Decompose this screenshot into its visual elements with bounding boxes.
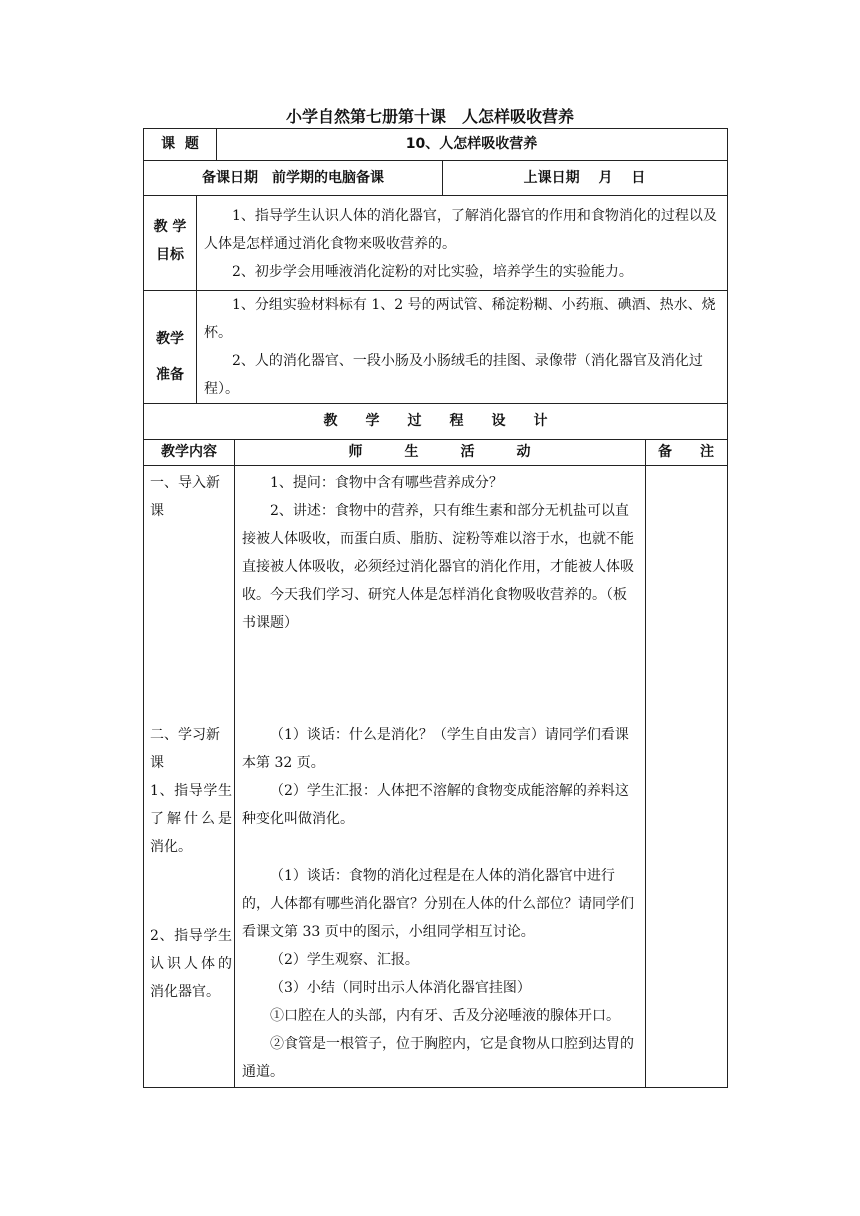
preparation-label-line2: 准备 xyxy=(156,367,184,383)
lesson-plan-table xyxy=(143,128,728,1088)
objectives-label-line1: 教 学 xyxy=(153,219,187,235)
activity-text: 1、提问：食物中含有哪些营养成分？ xyxy=(270,475,503,491)
activity-text: （3）小结（同时出示人体消化器官挂图） xyxy=(270,980,531,996)
content-step2: 2、指导学生认识人体的消化器官。 xyxy=(150,928,232,1000)
preparation-label xyxy=(144,321,196,393)
column-notes-header: 备 注 xyxy=(658,444,714,460)
activity-step1 xyxy=(242,721,640,833)
objectives-content xyxy=(204,202,724,286)
preparation-label-line1: 教学 xyxy=(156,331,184,347)
preparation-item: 2、人的消化器官、一段小肠及小肠绒毛的挂图、录像带（消化器官及消化过程）。 xyxy=(204,353,703,397)
column-content-header: 教学内容 xyxy=(161,444,217,460)
column-activity-header: 师 生 活 动 xyxy=(348,444,531,460)
process-header: 教 学 过 程 设 计 xyxy=(323,413,548,429)
activity-text: ①口腔在人的头部，内有牙、舌及分泌唾液的腺体开口。 xyxy=(270,1008,620,1024)
topic-value: 10、人怎样吸收营养 xyxy=(405,136,538,152)
class-date: 上课日期 月 日 xyxy=(523,170,646,186)
document-title: 小学自然第七册第十课 人怎样吸收营养 xyxy=(285,107,574,126)
prep-date: 备课日期 前学期的电脑备课 xyxy=(202,170,384,186)
content-step1: 1、指导学生了解什么是消化。 xyxy=(150,783,232,855)
objectives-label xyxy=(144,213,196,269)
objective-item: 1、指导学生认识人体的消化器官，了解消化器官的作用和食物消化的过程以及人体是怎样通过消化食物来吸收营养的。 xyxy=(204,208,717,252)
activity-text: 2、讲述：食物中的营养，只有维生素和部分无机盐可以直接被人体吸收，而蛋白质、脂肪、淀粉等难以溶于水，也就不能直接被人体吸收，必须经过消化器官的消化作用，才能被人体吸收。今天我们学习、研究人体是怎样消化食物吸收营养的。（板书课题） xyxy=(242,503,634,631)
activity-intro xyxy=(242,469,640,637)
objectives-label-line2: 目标 xyxy=(156,247,184,263)
preparation-item: 1、分组实验材料标有 1、2 号的两试管、稀淀粉糊、小药瓶、碘酒、热水、烧杯。 xyxy=(204,297,716,341)
activity-text: （2）学生观察、汇报。 xyxy=(270,952,419,968)
activity-text: ②食管是一根管子，位于胸腔内，它是食物从口腔到达胃的通道。 xyxy=(242,1036,634,1080)
content-intro: 一、导入新课 xyxy=(150,475,220,519)
objective-item: 2、初步学会用唾液消化淀粉的对比实验，培养学生的实验能力。 xyxy=(232,264,633,280)
activity-text: （1）谈话：食物的消化过程是在人体的消化器官中进行的，人体都有哪些消化器官？分别在人体的什么部位？请同学们看课文第 33 页中的图示，小组同学相互讨论。 xyxy=(242,868,634,940)
activity-step2 xyxy=(242,862,640,1086)
activity-text: （2）学生汇报：人体把不溶解的食物变成能溶解的养料这种变化叫做消化。 xyxy=(242,783,629,827)
content-learn: 二、学习新课 xyxy=(150,727,220,771)
preparation-content xyxy=(204,291,724,403)
activity-text: （1）谈话：什么是消化？（学生自由发言）请同学们看课本第 32 页。 xyxy=(242,727,629,771)
topic-label: 课 题 xyxy=(161,136,199,152)
